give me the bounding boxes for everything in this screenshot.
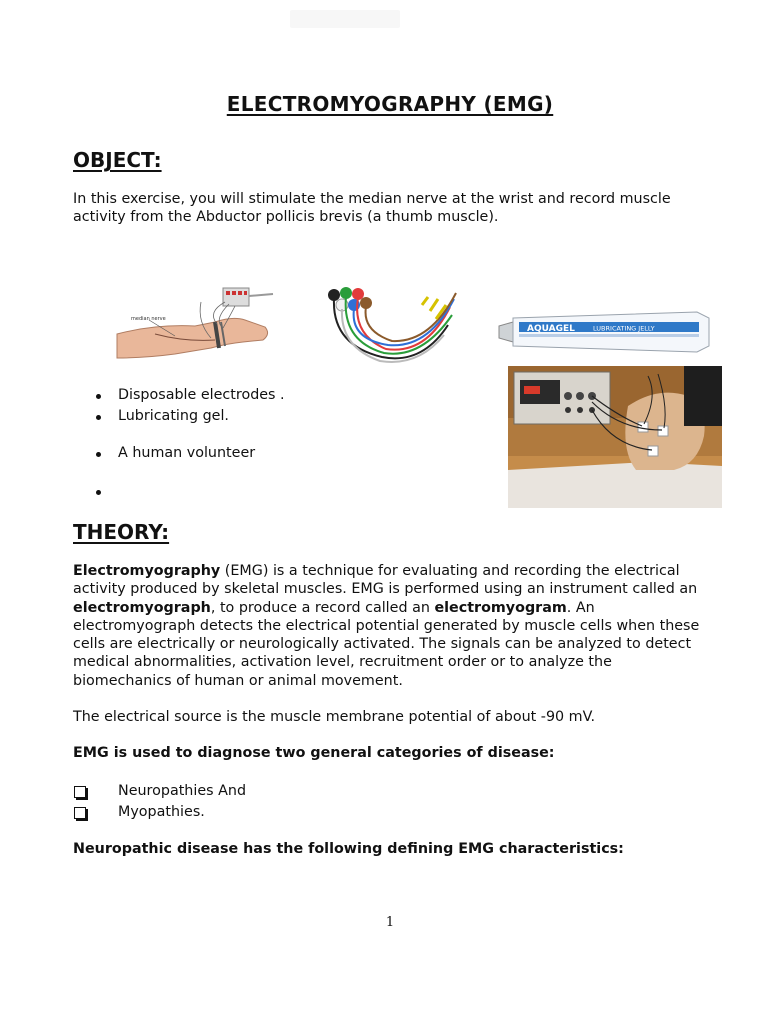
theory-paragraph-2: The electrical source is the muscle membrane potential of about -90 mV. — [73, 709, 596, 725]
faint-header-mark — [290, 10, 400, 28]
bullet-icon — [96, 452, 101, 457]
page-title: ELECTROMYOGRAPHY (EMG) — [226, 92, 554, 116]
object-text: In this exercise, you will stimulate the median nerve at the wrist and record muscle activity from the Abductor pollicis brevis (a thumb muscle). — [73, 191, 671, 226]
page-number: 1 — [385, 915, 395, 930]
neuropathic-heading: Neuropathic disease has the following defining EMG characteristics: — [73, 841, 624, 857]
diagnose-heading: EMG is used to diagnose two general categories of disease: — [73, 745, 555, 761]
checkbox-icon — [74, 786, 86, 798]
colored-leads-illustration — [322, 285, 460, 367]
gel-brand-label: AQUAGEL — [527, 324, 575, 334]
bullet-icon — [96, 415, 101, 420]
object-heading: OBJECT: — [73, 148, 162, 172]
term-electromyograph: electromyograph — [73, 599, 211, 616]
theory-paragraph-1: Electromyography (EMG) is a technique for evaluating and recording the electrical activity produced by skeletal muscles. EMG is performed using an instrument called an electromyograph, to produce a record called an electromyogram. An electromyograph detects the electrical potential generated by muscle cells when these cells are electrically or neurologically activated. The signals can be analyzed to detect medical abnormalities, activation level, recruitment order or to analyze the biomechanics of human or animal movement. — [73, 563, 700, 689]
arm-electrode-illustration — [115, 282, 280, 374]
bullet-icon — [96, 490, 101, 495]
term-electromyography: Electromyography — [73, 563, 221, 579]
checkbox-icon — [74, 807, 86, 819]
gel-sub-label: LUBRICATING JELLY — [593, 324, 655, 333]
term-electromyogram: electromyogram — [434, 599, 567, 616]
gel-tube-illustration — [497, 308, 715, 356]
arm-label: median nerve — [131, 316, 166, 322]
bullet-icon — [96, 394, 101, 399]
emg-recording-photo — [508, 366, 722, 508]
theory-heading: THEORY: — [73, 520, 170, 544]
